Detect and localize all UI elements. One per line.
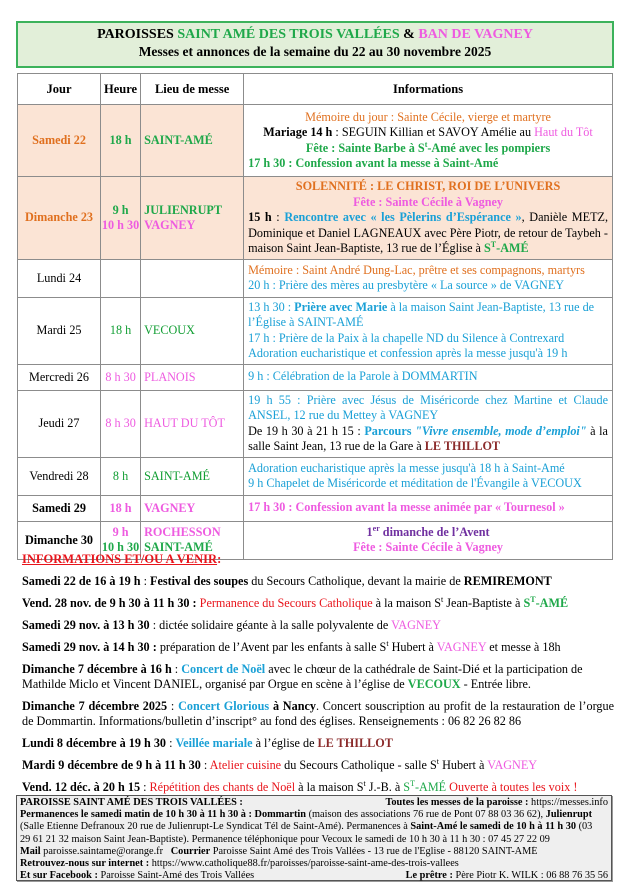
row-hour: 18 h	[101, 297, 141, 364]
info-text: Prière avec Marie	[294, 299, 388, 314]
info-date: Samedi 22 de 16 à 19 h	[22, 574, 141, 588]
info-text: du Secours Catholique, devant la mairie de	[248, 574, 464, 588]
info-line: Adoration eucharistique et confession après la messe jusqu'à 19 h	[248, 346, 568, 360]
info-text: S	[484, 241, 491, 255]
table-row	[18, 364, 613, 390]
info-text: -Amé avec les pompiers	[427, 140, 551, 155]
info-text: VECOUX	[407, 677, 461, 691]
info-item	[22, 618, 614, 633]
info-item	[22, 596, 614, 611]
row-day: Lundi 24	[18, 259, 101, 297]
info-text: LE THILLOT	[424, 439, 501, 453]
footer-text: (maison des associations 76 rue de Pont 07 88 03 36 62),	[306, 809, 546, 821]
info-sup: t	[424, 139, 428, 149]
row-day: Dimanche 23	[18, 177, 101, 260]
info-sup: t	[436, 757, 440, 766]
footer-label: Courrier	[170, 845, 211, 857]
info-date: Lundi 8 décembre à 19 h 30	[22, 736, 167, 750]
info-text: Parcours	[364, 423, 416, 438]
row-day: Samedi 29	[18, 495, 101, 521]
info-text: 15 h	[248, 210, 272, 224]
info-text: préparation de l’Avent par les enfants à salle S	[156, 640, 387, 654]
title-text: INFORMATIONS ET/OU A VENIR	[22, 552, 218, 566]
title-banner	[16, 21, 614, 68]
row-place: HAUT DU TÔT	[141, 390, 244, 457]
info-text: J.-B. à	[365, 780, 404, 794]
footer-masses-link[interactable]: https://messes.info	[528, 797, 608, 808]
info-text: Permanence du Secours Catholique	[199, 596, 373, 610]
footer-line	[20, 858, 608, 870]
mass-schedule-table	[17, 73, 613, 560]
place-line: JULIENRUPT	[144, 202, 222, 217]
info-text: du Secours Catholique - salle S	[281, 758, 437, 772]
info-line: Adoration eucharistique après la messe jusqu'à 18 h à Saint-Amé	[248, 460, 565, 475]
info-item	[22, 662, 614, 692]
row-hour	[101, 259, 141, 297]
info-text: : dictée solidaire géante à la salle polyvalente de	[149, 618, 392, 632]
info-line	[248, 210, 608, 257]
info-sup: T	[530, 595, 536, 604]
footer-text: Paroisse Saint Amé des Trois Vallées - 13 rue de l'Eglise - 88120 SAINT-AMÉ	[210, 845, 538, 857]
info-line: 20 h : Prière des mères au presbytère « La source » de VAGNEY	[248, 278, 565, 292]
info-text: :	[166, 736, 176, 750]
info-text: 1	[366, 524, 373, 539]
table-row	[18, 259, 613, 297]
table-row	[18, 495, 613, 521]
footer-line: 29 61 21 32 maison Saint Jean-Baptiste). Permanence téléphonique pour Vecoux le samedi de 10 h 30 à 11 h 30 : 07 45 27 22 09	[20, 833, 550, 845]
info-text: dimanche de l’Avent	[379, 524, 490, 539]
info-date: Samedi 29 nov. à 14 h 30 :	[22, 640, 157, 654]
info-text: -AMÉ	[496, 241, 529, 255]
info-text: Répétition des chants de Noël	[149, 780, 296, 794]
row-place: VAGNEY	[141, 495, 244, 521]
info-text: REMIREMONT	[463, 574, 552, 588]
info-line: Fête : Sainte Cécile à Vagney	[353, 540, 504, 554]
info-text: - Entrée libre.	[460, 677, 531, 691]
info-text: :	[200, 758, 210, 772]
footer-line	[20, 809, 608, 821]
info-text	[523, 596, 568, 610]
row-place	[141, 259, 244, 297]
info-text: Jean-Baptiste à	[443, 596, 524, 610]
row-info	[244, 177, 613, 260]
row-place	[141, 177, 244, 260]
footer-label: Permanences le samedi matin de 10 h 30 à 11 h 30 à : Dommartin	[20, 809, 306, 821]
footer-masses	[385, 797, 608, 809]
row-info	[244, 259, 613, 297]
info-line: Fête : Sainte Cécile à Vagney	[353, 194, 504, 209]
info-line: 17 h 30 : Confession avant la messe à Saint-Amé	[248, 156, 499, 170]
footer-line	[20, 821, 608, 833]
info-sup: T	[490, 240, 497, 249]
title-ban-de-vagney: BAN DE VAGNEY	[418, 27, 533, 42]
place-line: VAGNEY	[144, 217, 196, 232]
info-line: 17 h 30 : Confession avant la messe animée par « Tournesol »	[248, 500, 565, 515]
row-info	[244, 105, 613, 177]
info-date: Samedi 29 nov. à 13 h 30	[22, 618, 150, 632]
row-hour: 18 h	[101, 495, 141, 521]
info-text: . Concert souscription au profit de la restauration de l’orgue de Dommartin. Informations/bulletin d’inscript° au fond des églises. Renseignements : 06 82 26 82 86	[22, 699, 614, 728]
info-sup: er	[372, 523, 380, 533]
footer-text: Père Piotr K. WILK : 06 88 76 35 56	[452, 870, 608, 882]
info-text: :	[171, 662, 182, 676]
info-text: , Danièle METZ, Dominique et Daniel LAGNEAUX avec Père Piotr, de retour de Taybeh - maison Saint Jean-Baptiste, 13 rue de l’Église à	[248, 210, 609, 255]
info-line: 9 h : Célébration de la Parole à DOMMARTIN	[248, 369, 478, 384]
title-paroisses: PAROISSES	[97, 27, 174, 42]
info-date: Dimanche 7 décembre à 16 h	[22, 662, 172, 676]
row-day: Mercredi 26	[18, 364, 101, 390]
row-info	[244, 364, 613, 390]
info-text: VAGNEY	[436, 640, 487, 654]
footer-label: Julienrupt	[545, 809, 593, 821]
row-info	[244, 297, 613, 364]
footer-line	[20, 870, 608, 882]
info-text: 13 h 30 :	[248, 299, 295, 314]
title-subtitle: Messes et annonces de la semaine du 22 au 30 novembre 2025	[138, 44, 492, 59]
info-item	[22, 758, 614, 773]
row-hour	[101, 177, 141, 260]
row-hour: 8 h 30	[101, 364, 141, 390]
footer-facebook	[20, 870, 254, 882]
info-line	[248, 525, 608, 541]
info-item	[22, 574, 614, 589]
row-info	[244, 457, 613, 495]
info-text: Haut du Tôt	[534, 125, 593, 139]
row-info	[244, 495, 613, 521]
footer-label: Retrouvez-nous sur internet :	[20, 858, 150, 870]
row-day: Dimanche 30	[18, 521, 101, 559]
footer-email-link[interactable]: paroisse.saintame@orange.fr	[40, 845, 171, 857]
info-text: -AMÉ	[414, 780, 447, 794]
info-text	[403, 780, 446, 794]
table-row	[18, 177, 613, 260]
header-informations: Informations	[244, 74, 613, 105]
info-text: :	[271, 210, 285, 224]
info-text: à la maison S	[372, 596, 442, 610]
table-header-row	[18, 74, 613, 105]
title-saint-ame: SAINT AMÉ DES TROIS VALLÉES	[177, 27, 400, 42]
row-hour: 8 h	[101, 457, 141, 495]
hour-line: 9 h	[112, 525, 129, 539]
info-text: à la maison S	[295, 780, 364, 794]
row-place: SAINT-AMÉ	[141, 105, 244, 177]
info-sup: t	[363, 779, 366, 788]
row-hour: 18 h	[101, 105, 141, 177]
info-text: à l’église de	[252, 736, 318, 750]
info-text: : SEGUIN Killian et SAVOY Amélie au	[332, 125, 535, 139]
info-line: Mémoire : Saint André Dung-Lac, prêtre et ses compagnons, martyrs	[248, 262, 585, 277]
header-lieu: Lieu de messe	[141, 74, 244, 105]
footer-website-link[interactable]: https://www.catholique88.fr/paroisses/paroisse-saint-ame-des-trois-vallees	[149, 858, 459, 870]
table-row	[18, 105, 613, 177]
info-line	[248, 125, 608, 141]
title-colon: :	[217, 552, 222, 566]
row-place: SAINT-AMÉ	[141, 457, 244, 495]
info-text: De 19 h 30 à 21 h 15 :	[248, 423, 365, 438]
footer-line	[20, 846, 608, 858]
info-date: Dimanche 7 décembre 2025	[22, 699, 168, 713]
info-item	[22, 736, 614, 751]
info-text: à Nancy	[269, 699, 316, 713]
hour-line: 10 h 30	[101, 540, 140, 554]
info-text	[484, 241, 529, 255]
info-sup: t	[441, 595, 444, 604]
footer-label: Et sur Facebook :	[20, 870, 98, 882]
info-line: 9 h Chapelet de Miséricorde et méditation de l'Évangile à VECOUX	[248, 476, 582, 490]
footer-priest	[406, 870, 608, 882]
table-row	[18, 457, 613, 495]
footer-label: Toutes les messes de la paroisse :	[385, 797, 529, 808]
info-text: Rencontre avec « les Pèlerins d’Espérance »	[284, 210, 522, 224]
info-line	[248, 424, 608, 455]
info-text: Hubert à	[388, 640, 437, 654]
info-date: Mardi 9 décembre de 9 h à 11 h 30	[22, 758, 201, 772]
info-item	[22, 699, 614, 729]
info-text: S	[523, 596, 531, 610]
info-text: Mariage 14 h	[263, 125, 333, 139]
hour-line: 10 h 30	[101, 217, 140, 232]
info-text: à la salle Saint Jean, 13 rue de la Gare à	[248, 423, 608, 453]
info-text: avec le chœur de la cathédrale de Saint-Dié et la participation de Mathilde Miclo et Vincent DANIEL, organisé par Orgue en scène à l’église de	[22, 662, 583, 691]
info-sup: t	[386, 639, 389, 648]
place-line: SAINT-AMÉ	[144, 540, 213, 554]
info-text: à la maison Saint Jean-Baptiste, 13 rue de l’Église à SAINT-AMÉ	[248, 299, 595, 329]
header-heure: Heure	[101, 74, 141, 105]
place-line: ROCHESSON	[144, 525, 221, 539]
upcoming-info-section	[22, 552, 614, 802]
row-hour: 8 h 30	[101, 390, 141, 457]
footer-text: (03	[576, 821, 593, 833]
row-day: Jeudi 27	[18, 390, 101, 457]
info-text: S	[403, 780, 411, 794]
info-text: et messe à 18h	[486, 640, 561, 654]
info-text: Ouverte à toutes les voix !	[446, 780, 578, 794]
info-sup: T	[410, 779, 415, 788]
info-line: 19 h 55 : Prière avec Jésus de Miséricorde chez Martine et Claude ANSEL, 12 rue du Mettey à VAGNEY	[248, 392, 608, 422]
title-line-1	[18, 26, 612, 43]
parish-footer	[16, 795, 612, 881]
footer-label: Le prêtre :	[405, 870, 453, 882]
info-text: Concert de Noël	[181, 662, 266, 676]
info-text: :	[167, 699, 179, 713]
info-text: Atelier cuisine	[209, 758, 282, 772]
footer-label: Mail	[20, 845, 41, 857]
table-row	[18, 390, 613, 457]
info-text: Fête : Sainte Barbe à S	[305, 140, 425, 155]
info-text: VAGNEY	[391, 618, 441, 632]
header-jour: Jour	[18, 74, 101, 105]
footer-parish-name: PAROISSE SAINT AMÉ DES TROIS VALLÉES :	[20, 797, 243, 808]
row-place: PLANOIS	[141, 364, 244, 390]
info-text: Festival des soupes	[150, 574, 249, 588]
info-line: SOLENNITÉ : LE CHRIST, ROI DE L’UNIVERS	[295, 179, 561, 193]
row-place: VECOUX	[141, 297, 244, 364]
info-text: VAGNEY	[487, 758, 538, 772]
info-text: Hubert à	[439, 758, 488, 772]
table-row	[18, 297, 613, 364]
footer-label: Saint-Amé le samedi de 10 h à 11 h 30	[410, 821, 577, 833]
info-line	[248, 141, 608, 157]
title-ampersand: &	[403, 27, 415, 42]
info-text: :	[140, 780, 150, 794]
info-text: LE THILLOT	[317, 736, 393, 750]
info-line	[248, 300, 608, 331]
hour-line: 9 h	[112, 202, 129, 217]
info-date: Vend. 28 nov. de 9 h 30 à 11 h 30 :	[22, 596, 197, 610]
info-line: 17 h : Prière de la Paix à la chapelle ND du Silence à Contrexard	[248, 330, 565, 345]
row-info	[244, 390, 613, 457]
footer-line	[20, 797, 608, 809]
info-text: Veillée mariale	[175, 736, 253, 750]
info-item	[22, 640, 614, 655]
footer-text: (Salle Etienne Defranoux 20 rue de Julienrupt-Le Syndicat Tél de Saint-Amé). Permanences à	[20, 821, 411, 833]
upcoming-info-title	[22, 552, 614, 567]
info-text: "Vivre ensemble, mode d’emploi"	[415, 423, 587, 438]
info-text: -AMÉ	[535, 596, 569, 610]
row-day: Samedi 22	[18, 105, 101, 177]
info-text: Concert Glorious	[178, 699, 270, 713]
info-item	[22, 780, 614, 795]
footer-facebook-link[interactable]: Paroisse Saint-Amé des Trois Vallées	[97, 870, 255, 882]
row-day: Vendredi 28	[18, 457, 101, 495]
info-text: :	[140, 574, 150, 588]
info-date: Vend. 12 déc. à 20 h 15	[22, 780, 141, 794]
row-day: Mardi 25	[18, 297, 101, 364]
info-line: Mémoire du jour : Sainte Cécile, vierge et martyre	[305, 109, 551, 124]
